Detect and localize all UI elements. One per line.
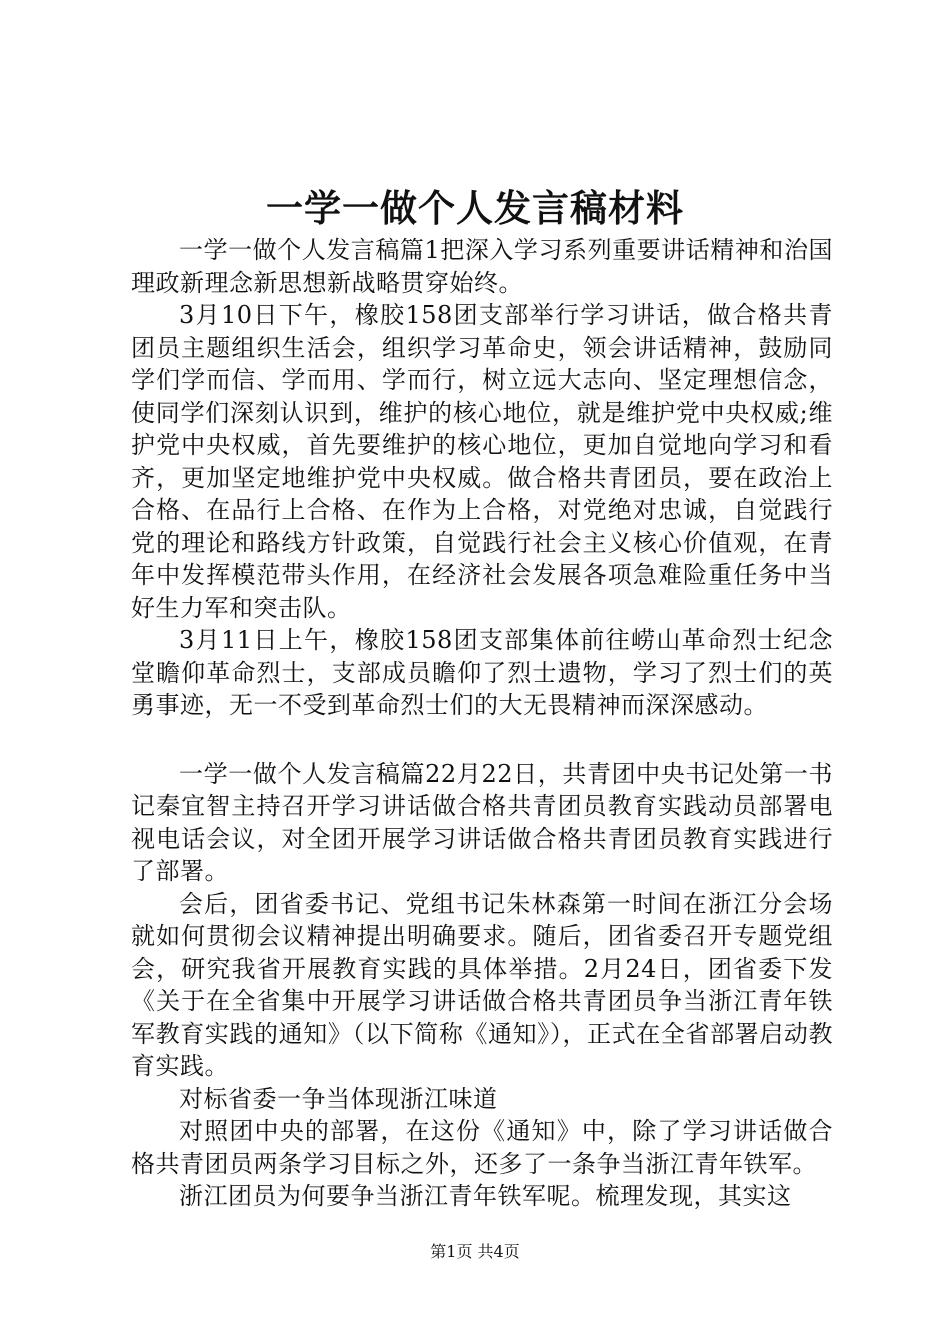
document-title: 一学一做个人发言稿材料 <box>266 186 684 230</box>
section-spacer <box>131 722 833 758</box>
paragraph-1: 一学一做个人发言稿篇1把深入学习系列重要讲话精神和治国理政新理念新思想新战略贯穿始终。 <box>131 236 833 297</box>
paragraph-2: 3月10日下午，橡胶158团支部举行学习讲话，做合格共青团员主题组织生活会，组织学习革命史，领会讲话精神，鼓励同学们学而信、学而用、学而行，树立远大志向、坚定理想信念，使同学们深刻认识到，维护的核心地位，就是维护党中央权威;维护党中央权威，首先要维护的核心地位，更加自觉地向学习和看齐，更加坚定地维护党中央权威。做合格共青团员，要在政治上合格、在品行上合格、在作为上合格，对党绝对忠诚，自觉践行党的理论和路线方针政策，自觉践行社会主义核心价值观，在青年中发挥模范带头作用，在经济社会发展各项急难险重任务中当好生力军和突击队。 <box>131 301 833 622</box>
page-footer: 第1页 共4页 <box>430 1242 520 1261</box>
section-heading: 对标省委一争当体现浙江味道 <box>179 1084 498 1113</box>
document-body <box>131 234 833 1213</box>
paragraph-7: 浙江团员为何要争当浙江青年铁军呢。梳理发现，其实这 <box>179 1182 792 1210</box>
paragraph-6: 对照团中央的部署，在这份《通知》中，除了学习讲话做合格共青团员两条学习目标之外，还多了一条争当浙江青年铁军。 <box>131 1117 833 1178</box>
paragraph-4: 一学一做个人发言稿篇22月22日，共青团中央书记处第一书记秦宜智主持召开学习讲话做合格共青团员教育实践动员部署电视电话会议，对全团开展学习讲话做合格共青团员教育实践进行了部署。 <box>131 759 833 885</box>
paragraph-3: 3月11日上午，橡胶158团支部集体前往崂山革命烈士纪念堂瞻仰革命烈士，支部成员瞻仰了烈士遗物，学习了烈士们的英勇事迹，无一不受到革命烈士们的大无畏精神而深深感动。 <box>131 626 833 719</box>
paragraph-5: 会后，团省委书记、党组书记朱林森第一时间在浙江分会场就如何贯彻会议精神提出明确要求。随后，团省委召开专题党组会，研究我省开展教育实践的具体举措。2月24日，团省委下发《关于在全省集中开展学习讲话做合格共青团员争当浙江青年铁军教育实践的通知》（以下简称《通知》），正式在全省部署启动教育实践。 <box>131 889 833 1080</box>
